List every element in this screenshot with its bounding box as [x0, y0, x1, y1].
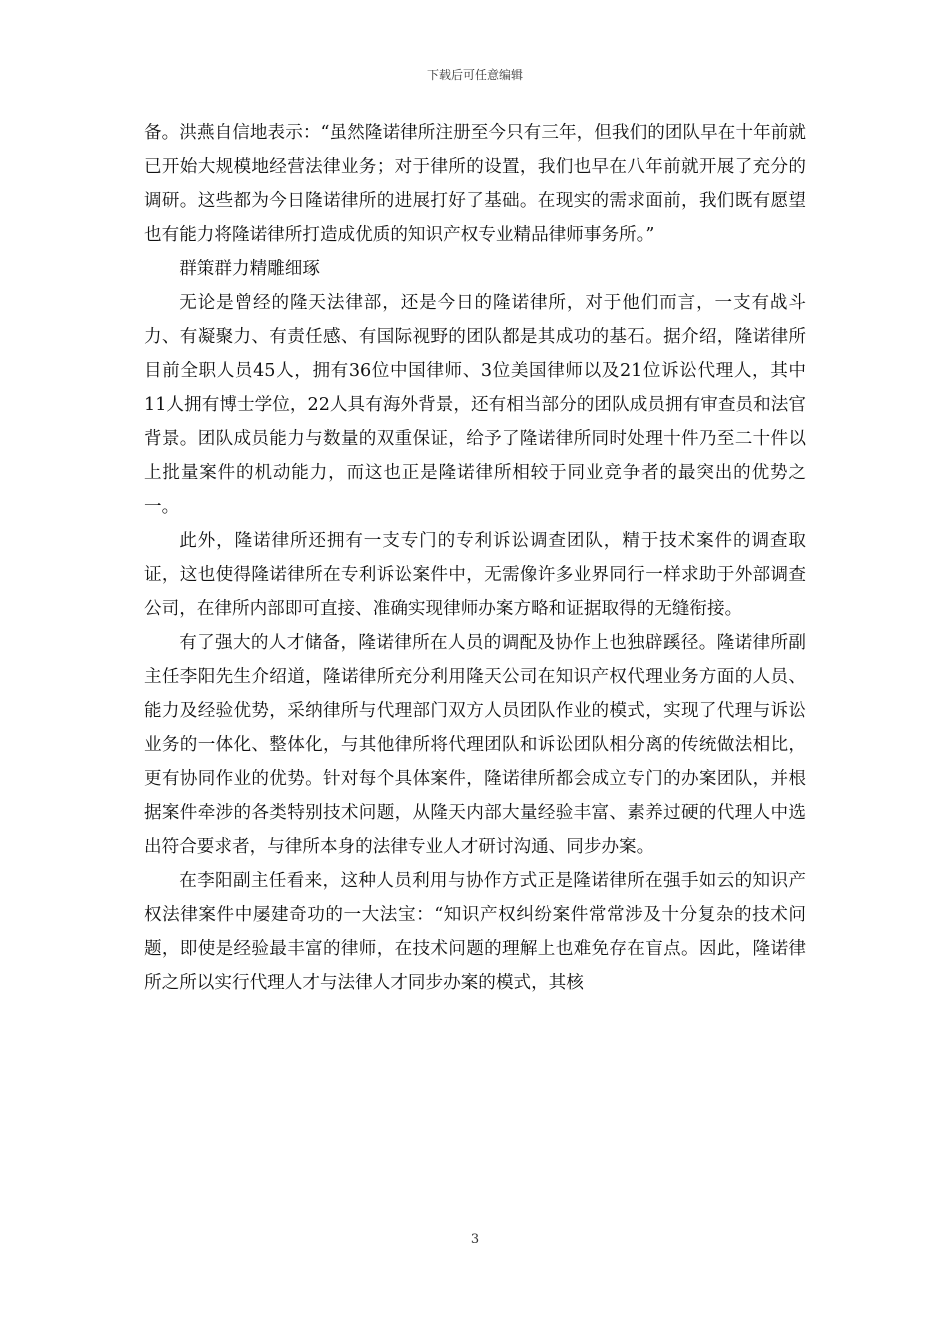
- paragraph: 无论是曾经的隆天法律部，还是今日的隆诺律所，对于他们而言，一支有战斗力、有凝聚力、有责任感、有国际视野的团队都是其成功的基石。据介绍，隆诺律所目前全职人员45人，拥有36位中国律师、3位美国律师以及21位诉讼代理人，其中11人拥有博士学位，22人具有海外背景，还有相当部分的团队成员拥有审查员和法官背景。团队成员能力与数量的双重保证，给予了隆诺律所同时处理十件乃至二十件以上批量案件的机动能力，而这也正是隆诺律所相较于同业竞争者的最突出的优势之一。: [144, 293, 806, 517]
- document-body: [144, 116, 806, 1000]
- paragraph-continuation: 备。洪燕自信地表示：“虽然隆诺律所注册至今只有三年，但我们的团队早在十年前就已开始大规模地经营法律业务；对于律所的设置，我们也早在八年前就开展了充分的调研。这些都为今日隆诺律所的进展打好了基础。在现实的需求面前，我们既有愿望也有能力将隆诺律所打造成优质的知识产权专业精品律师事务所。”: [144, 123, 806, 245]
- section-heading: 群策群力精雕细琢: [179, 259, 320, 279]
- paragraph: 此外，隆诺律所还拥有一支专门的专利诉讼调查团队，精于技术案件的调查取证，这也使得隆诺律所在专利诉讼案件中，无需像许多业界同行一样求助于外部调查公司，在律所内部即可直接、准确实现律师办案方略和证据取得的无缝衔接。: [144, 531, 806, 619]
- page-header: 下载后可任意编辑: [426, 68, 523, 82]
- paragraph: 在李阳副主任看来，这种人员利用与协作方式正是隆诺律所在强手如云的知识产权法律案件中屡建奇功的一大法宝：“知识产权纠纷案件常常涉及十分复杂的技术问题，即使是经验最丰富的律师，在技术问题的理解上也难免存在盲点。因此，隆诺律所之所以实行代理人才与法律人才同步办案的模式，其核: [144, 871, 806, 993]
- page-number: 3: [470, 1232, 480, 1247]
- paragraph: 有了强大的人才储备，隆诺律所在人员的调配及协作上也独辟蹊径。隆诺律所副主任李阳先生介绍道，隆诺律所充分利用隆天公司在知识产权代理业务方面的人员、能力及经验优势，采纳律所与代理部门双方人员团队作业的模式，实现了代理与诉讼业务的一体化、整体化，与其他律所将代理团队和诉讼团队相分离的传统做法相比，更有协同作业的优势。针对每个具体案件，隆诺律所都会成立专门的办案团队，并根据案件牵涉的各类特别技术问题，从隆天内部大量经验丰富、素养过硬的代理人中选出符合要求者，与律所本身的法律专业人才研讨沟通、同步办案。: [144, 633, 806, 857]
